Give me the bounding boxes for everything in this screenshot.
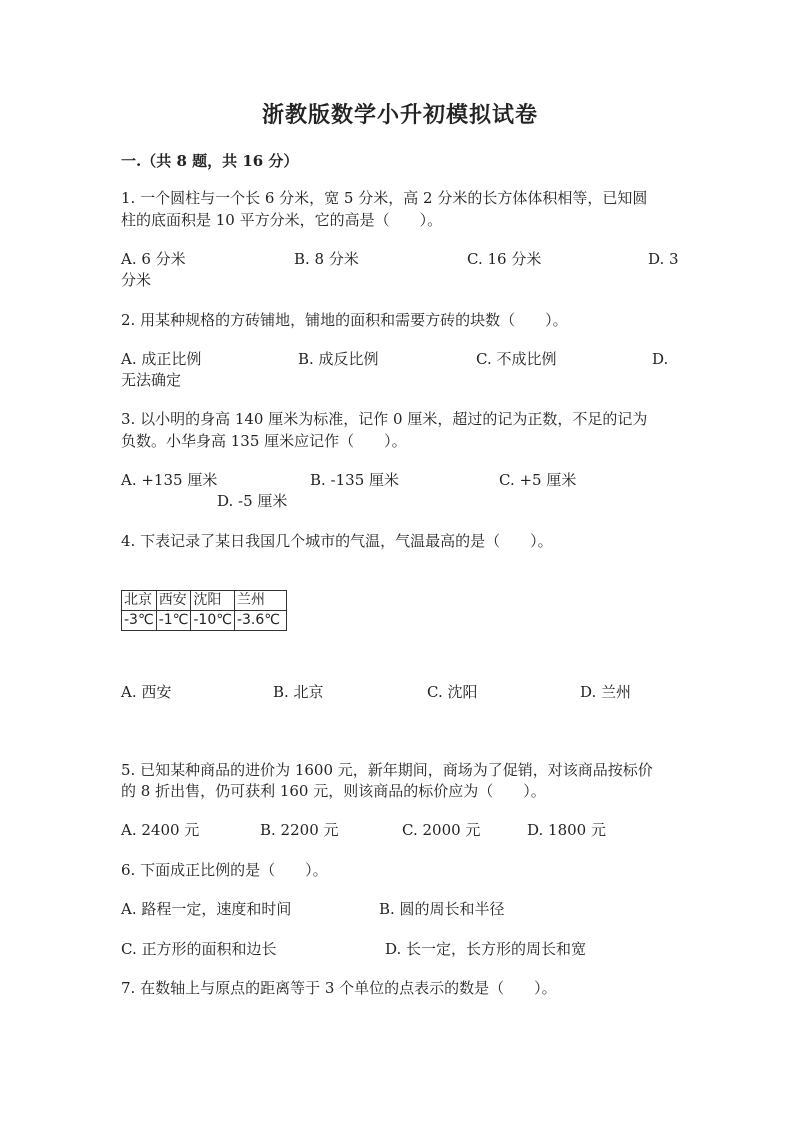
question-5-option-d: D. 1800 元: [527, 821, 606, 839]
question-3-line-1: 3. 以小明的身高 140 厘米为标准，记作 0 厘米，超过的记为正数，不足的记为: [121, 410, 648, 428]
section-heading: 一.（共 8 题，共 16 分）: [121, 152, 299, 170]
question-3-option-b: B. -135 厘米: [310, 471, 400, 489]
question-2-option-b: B. 成反比例: [298, 350, 379, 368]
question-1-line-1: 1. 一个圆柱与一个长 6 分米，宽 5 分米，高 2 分米的长方体体积相等，已知圆: [121, 189, 648, 207]
question-6-option-b: B. 圆的周长和半径: [379, 900, 505, 918]
question-4-line-1: 4. 下表记录了某日我国几个城市的气温，气温最高的是（ ）。: [121, 532, 553, 550]
question-5-line-1: 5. 已知某种商品的进价为 1600 元，新年期间，商场为了促销，对该商品按标价: [121, 761, 653, 779]
question-4-option-a: A. 西安: [121, 683, 172, 701]
question-1-option-d-wrap: 分米: [121, 271, 152, 289]
exam-title: 浙教版数学小升初模拟试卷: [261, 102, 538, 128]
question-6-option-d: D. 长一定，长方形的周长和宽: [385, 940, 587, 958]
question-5-option-b: B. 2200 元: [260, 821, 339, 839]
question-2-option-d: D.: [652, 350, 669, 368]
question-6-option-a: A. 路程一定，速度和时间: [121, 900, 292, 918]
question-3-option-d: D. -5 厘米: [217, 492, 288, 510]
question-2-option-a: A. 成正比例: [121, 350, 202, 368]
question-6-line-1: 6. 下面成正比例的是（ ）。: [121, 861, 328, 879]
question-1-option-c: C. 16 分米: [467, 250, 542, 268]
question-1-option-b: B. 8 分米: [294, 250, 359, 268]
table-cell-temp: -3℃: [122, 611, 157, 631]
question-2-option-d-wrap: 无法确定: [121, 371, 182, 389]
question-3-line-2: 负数。小华身高 135 厘米应记作（ ）。: [121, 432, 407, 450]
question-3-option-a: A. +135 厘米: [121, 471, 218, 489]
question-4-option-c: C. 沈阳: [427, 683, 478, 701]
question-4-option-b: B. 北京: [273, 683, 324, 701]
question-5-option-c: C. 2000 元: [402, 821, 481, 839]
question-5-line-2: 的 8 折出售，仍可获利 160 元，则该商品的标价应为（ ）。: [121, 782, 546, 800]
question-4-option-d: D. 兰州: [580, 683, 632, 701]
table-row-temps: [122, 611, 287, 631]
table-cell-temp: -10℃: [191, 611, 235, 631]
table-cell-temp: -3.6℃: [234, 611, 286, 631]
table-cell-city: 西安: [156, 591, 191, 611]
temperature-table: [121, 590, 287, 631]
question-1-option-d: D. 3: [648, 250, 679, 268]
table-row-cities: [122, 591, 287, 611]
table-cell-temp: -1℃: [156, 611, 191, 631]
table-cell-city: 沈阳: [191, 591, 235, 611]
question-2-option-c: C. 不成比例: [476, 350, 557, 368]
question-7-line-1: 7. 在数轴上与原点的距离等于 3 个单位的点表示的数是（ ）。: [121, 979, 557, 997]
question-1-line-2: 柱的底面积是 10 平方分米，它的高是（ ）。: [121, 211, 443, 229]
question-6-option-c: C. 正方形的面积和边长: [121, 940, 277, 958]
question-3-option-c: C. +5 厘米: [499, 471, 577, 489]
question-5-option-a: A. 2400 元: [121, 821, 200, 839]
table-cell-city: 兰州: [234, 591, 286, 611]
table-cell-city: 北京: [122, 591, 157, 611]
question-1-option-a: A. 6 分米: [121, 250, 186, 268]
question-2-line-1: 2. 用某种规格的方砖铺地，铺地的面积和需要方砖的块数（ ）。: [121, 311, 568, 329]
